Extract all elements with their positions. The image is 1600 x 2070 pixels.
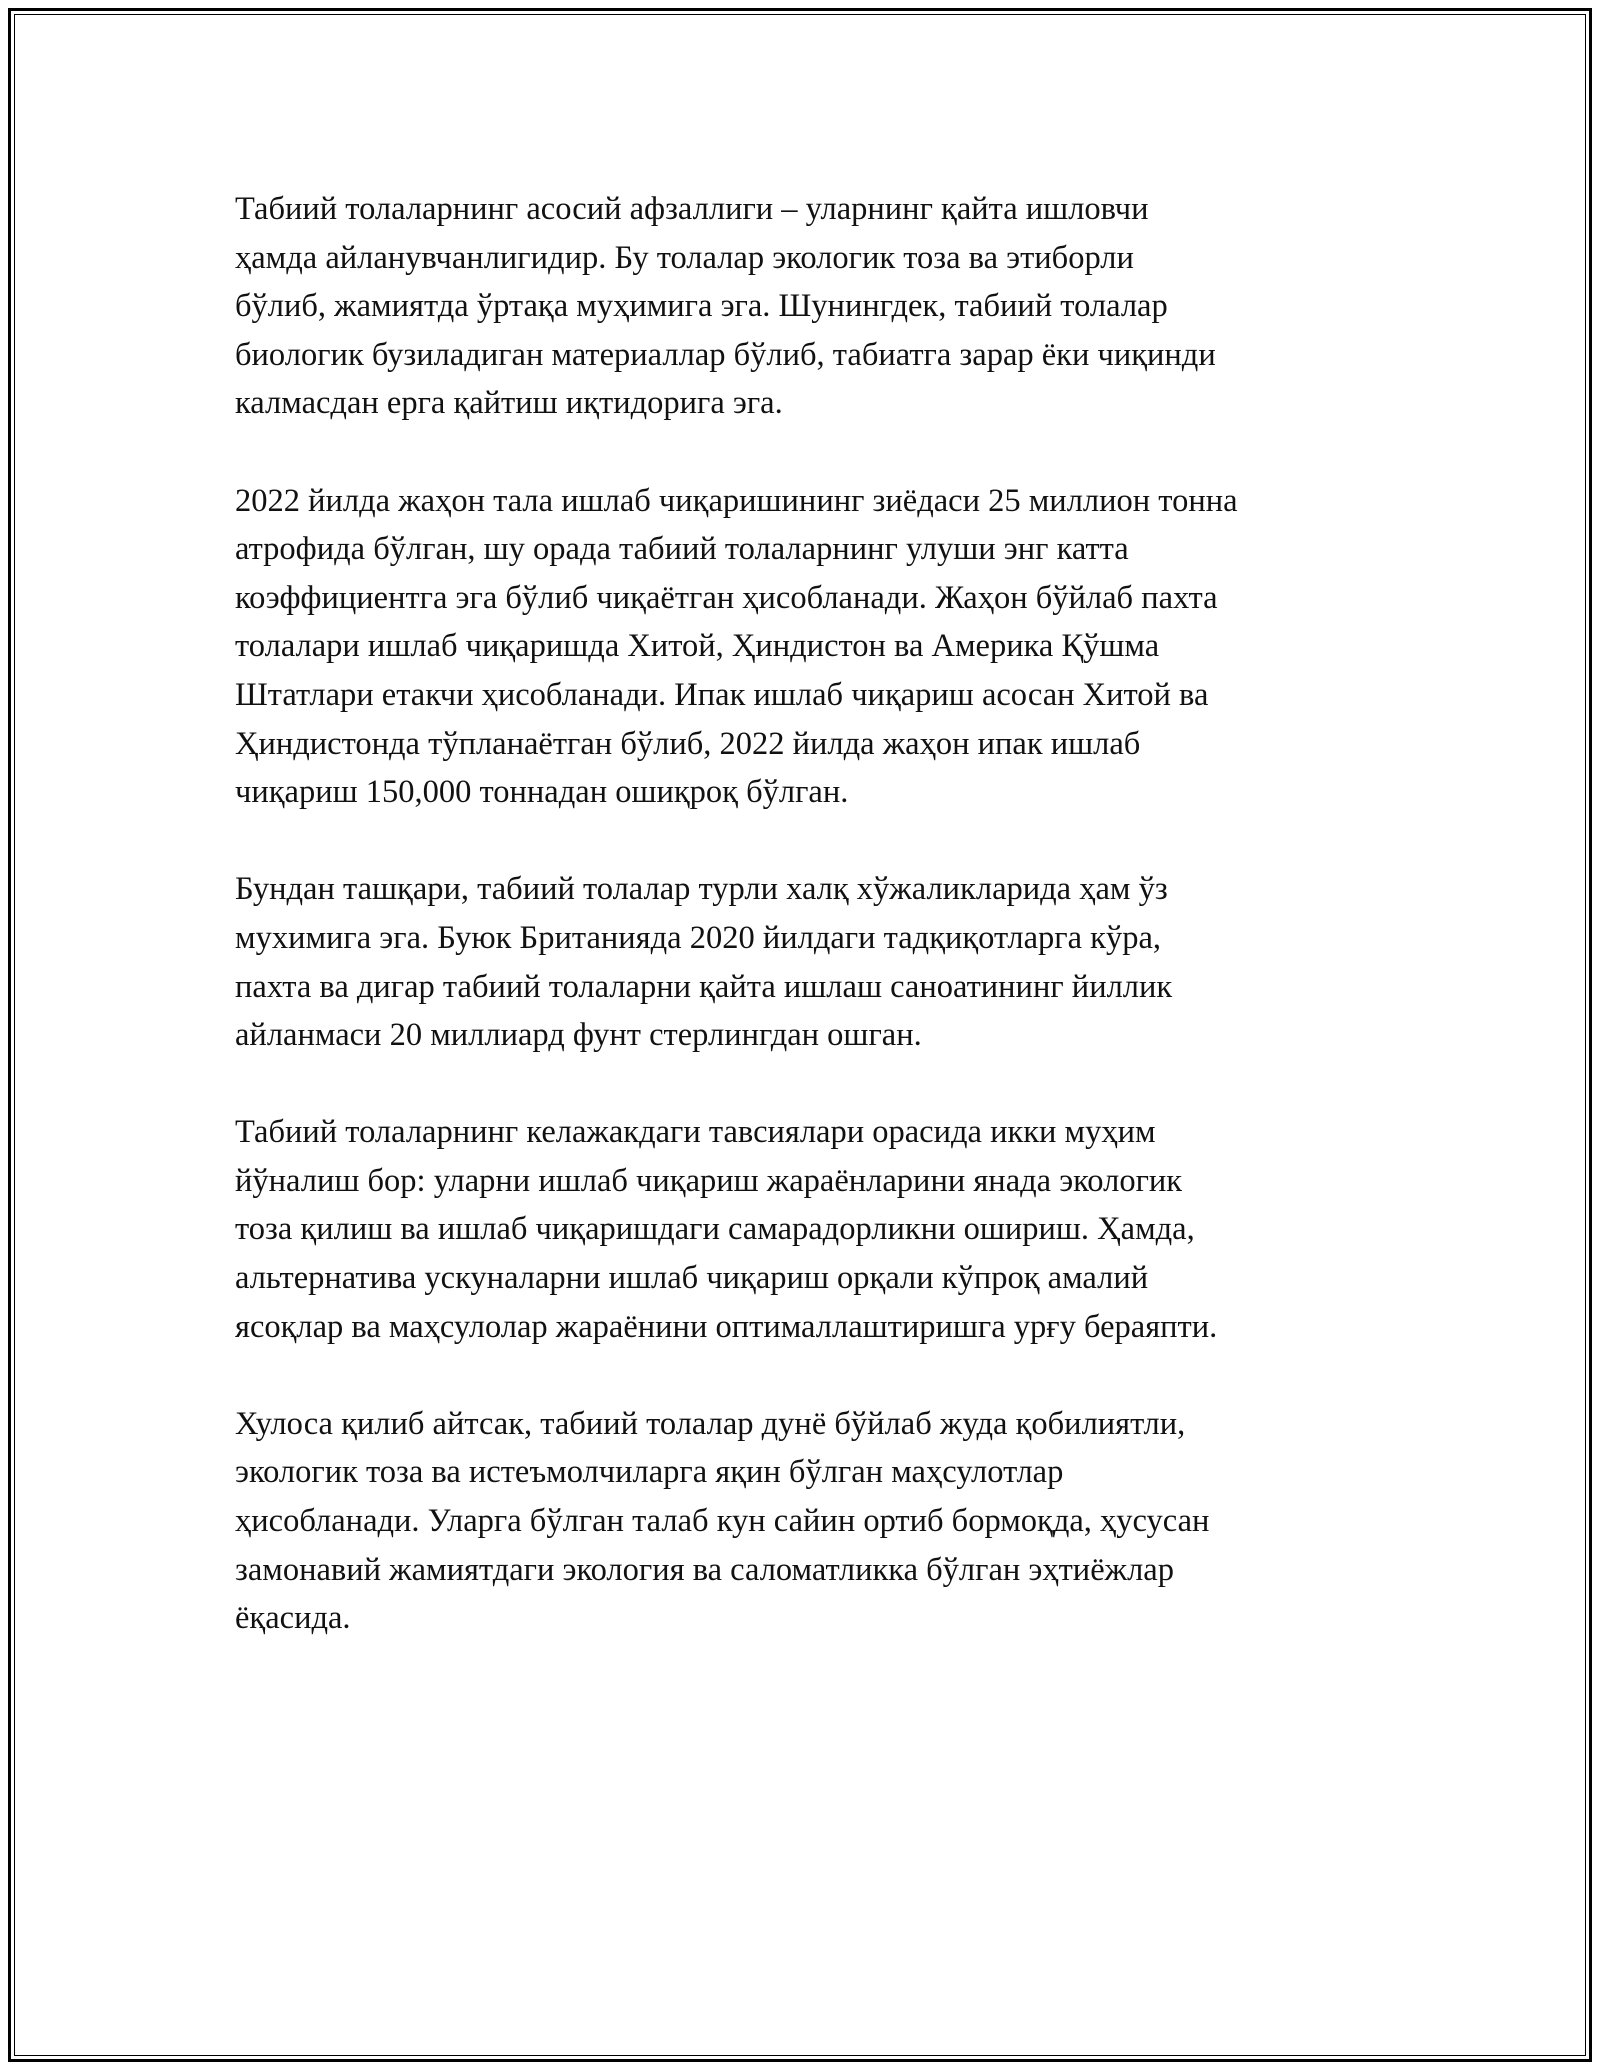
paragraph-5: Хулоса қилиб айтсак, табиий толалар дунё бўйлаб жуда қобилиятли, экологик тоза ва истеъмолчиларга яқин бўлган маҳсулотлар ҳисобланади. Уларга бўлган талаб кун сайин ортиб бормоқда, ҳусусан замонавий жамиятдаги экология ва саломатликка бўлган эҳтиёжлар ёқасида. (235, 1405, 1210, 1637)
paragraph-4: Табиий толаларнинг келажакдаги тавсиялари орасида икки муҳим йўналиш бор: уларни ишлаб чиқариш жараёнларини янада экологик тоза қилиш ва ишлаб чиқаришдаги самарадорликни ошириш. Ҳамда, альтернатива ускуналарни ишлаб чиқариш орқали кўпроқ амалий ясоқлар ва маҳсулолар жараёнини оптималлаштиришга урғу бераяпти. (235, 1114, 1218, 1345)
paragraph-1: Табиий толаларнинг асосий афзаллиги – уларнинг қайта ишловчи ҳамда айланувчанлигидир. Бу толалар экологик тоза ва этиборли бўлиб, жамиятда ўртақа муҳимига эга. Шунингдек, табиий толалар биологик бузиладиган материаллар бўлиб, табиатга зарар ёки чиқинди калмасдан ерга қайтиш иқтидорига эга. (235, 191, 1216, 422)
paragraph-3: Бундан ташқари, табиий толалар турли халқ хўжаликларида ҳам ўз мухимига эга. Буюк Британияда 2020 йилдаги тадқиқотларга кўра, пахта ва дигар табиий толаларни қайта ишлаш саноатининг йиллик айланмаси 20 миллиард фунт стерлингдан ошган. (235, 871, 1173, 1054)
paragraph-2: 2022 йилда жаҳон тала ишлаб чиқаришининг зиёдаси 25 миллион тонна атрофида бўлган, шу орада табиий толаларнинг улуши энг катта коэффициентга эга бўлиб чиқаётган ҳисобланади. Жаҳон бўйлаб пахта толалари ишлаб чиқаришда Хитой, Ҳиндистон ва Америка Қўшма Штатлари етакчи ҳисобланади. Ипак ишлаб чиқариш асосан Хитой ва Ҳиндистонда тўпланаётган бўлиб, 2022 йилда жаҳон ипак ишлаб чиқариш 150,000 тоннадан ошиқроқ бўлган. (235, 482, 1238, 811)
document-body (235, 185, 1385, 1691)
